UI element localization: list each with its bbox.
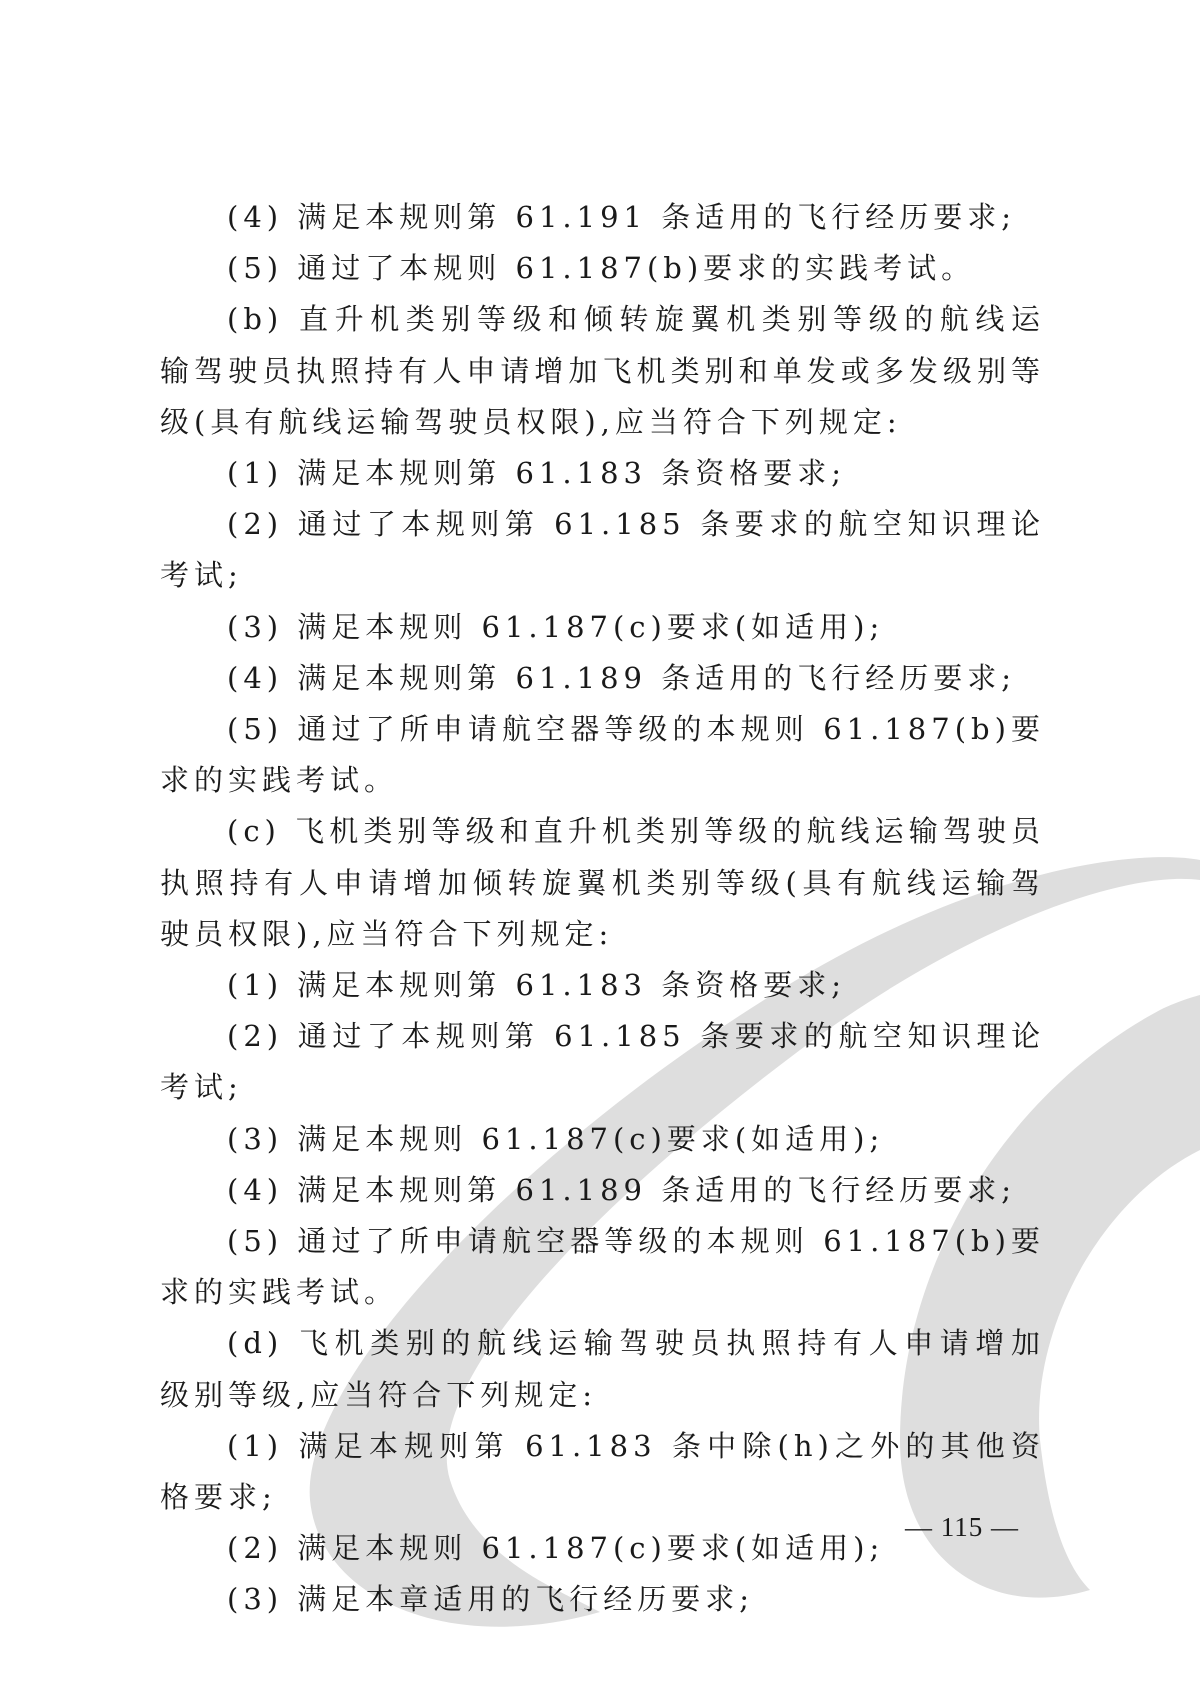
document-body	[160, 192, 1045, 1626]
paragraph: (5) 通过了所申请航空器等级的本规则 61.187(b)要求的实践考试。	[160, 712, 1045, 798]
paragraph: (3) 满足本规则 61.187(c)要求(如适用);	[227, 609, 885, 644]
paragraph: (4) 满足本规则第 61.189 条适用的飞行经历要求;	[227, 1172, 1016, 1207]
paragraph: (1) 满足本规则第 61.183 条资格要求;	[227, 968, 846, 1003]
paragraph: (5) 通过了本规则 61.187(b)要求的实践考试。	[227, 251, 976, 286]
paragraph: (1) 满足本规则第 61.183 条中除(h)之外的其他资格要求;	[160, 1428, 1045, 1515]
paragraph: (3) 满足本规则 61.187(c)要求(如适用);	[227, 1121, 885, 1156]
paragraph: (4) 满足本规则第 61.191 条适用的飞行经历要求;	[227, 200, 1016, 234]
paragraph: (2) 通过了本规则第 61.185 条要求的航空知识理论考试;	[160, 1019, 1045, 1105]
paragraph: (b) 直升机类别等级和倾转旋翼机类别等级的航线运输驾驶员执照持有人申请增加飞机类别和单发或多发级别等级(具有航线运输驾驶员权限),应当符合下列规定:	[160, 302, 1045, 439]
paragraph: (2) 通过了本规则第 61.185 条要求的航空知识理论考试;	[160, 507, 1045, 593]
paragraph: (3) 满足本章适用的飞行经历要求;	[227, 1582, 755, 1617]
paragraph: (c) 飞机类别等级和直升机类别等级的航线运输驾驶员执照持有人申请增加倾转旋翼机类别等级(具有航线运输驾驶员权限),应当符合下列规定:	[160, 814, 1045, 951]
paragraph: (d) 飞机类别的航线运输驾驶员执照持有人申请增加级别等级,应当符合下列规定:	[160, 1326, 1045, 1412]
paragraph: (5) 通过了所申请航空器等级的本规则 61.187(b)要求的实践考试。	[160, 1224, 1045, 1310]
page-number: — 115 —	[905, 1512, 1019, 1542]
paragraph: (4) 满足本规则第 61.189 条适用的飞行经历要求;	[227, 660, 1016, 695]
paragraph: (2) 满足本规则 61.187(c)要求(如适用);	[227, 1531, 885, 1566]
paragraph: (1) 满足本规则第 61.183 条资格要求;	[227, 456, 846, 491]
